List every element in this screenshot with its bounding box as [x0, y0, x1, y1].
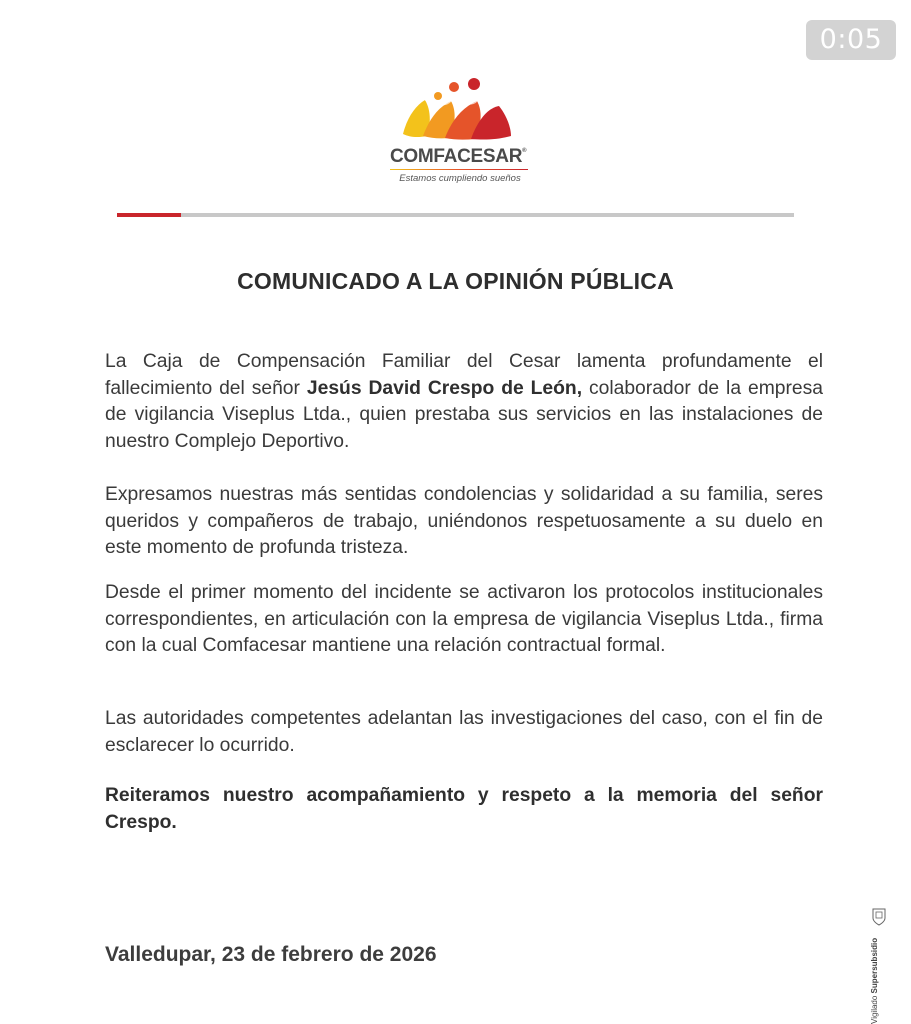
header-divider-accent — [117, 213, 181, 217]
video-timer: 0:05 — [806, 20, 896, 60]
logo-slogan: Estamos cumpliendo sueños — [399, 173, 521, 184]
logo-rule — [390, 169, 528, 170]
paragraph-closing: Reiteramos nuestro acompañamiento y respeto a la memoria del señor Crespo. — [105, 785, 823, 833]
paragraph-3: Desde el primer momento del incidente se activaron los protocolos institucionales correspondientes, en articulación con la empresa de vigilancia Viseplus Ltda., firma con la cual Comfacesar mantiene una relación contractual formal. — [105, 582, 823, 656]
vigilado-label: Vigilado Supersubsidio — [870, 937, 879, 1024]
date-line: Valledupar, 23 de febrero de 2026 — [105, 943, 437, 966]
page-title: COMUNICADO A LA OPINIÓN PÚBLICA — [237, 268, 674, 294]
header-divider — [117, 213, 794, 217]
deceased-name: Jesús David Crespo de León, — [306, 377, 583, 399]
comfacesar-logo — [385, 74, 535, 190]
supersubsidio-shield-icon — [872, 908, 886, 926]
paragraph-1: La Caja de Compensación Familiar del Cesar lamenta profundamente el fallecimiento del señor Jesús David Crespo de León, colaborador de la empresa de vigilancia Viseplus Ltda., quien prestaba sus servicios en las instalaciones de nuestro Complejo Deportivo. — [105, 351, 823, 452]
paragraph-4: Las autoridades competentes adelantan las investigaciones del caso, con el fin de esclarecer lo ocurrido. — [105, 708, 823, 756]
paragraph-2: Expresamos nuestras más sentidas condolencias y solidaridad a su familia, seres queridos y compañeros de trabajo, uniéndonos respetuosamente a su duelo en este momento de profunda tristeza. — [105, 484, 823, 558]
logo-name: COMFACESAR® — [390, 146, 527, 167]
logo-mark-icon — [385, 74, 535, 146]
